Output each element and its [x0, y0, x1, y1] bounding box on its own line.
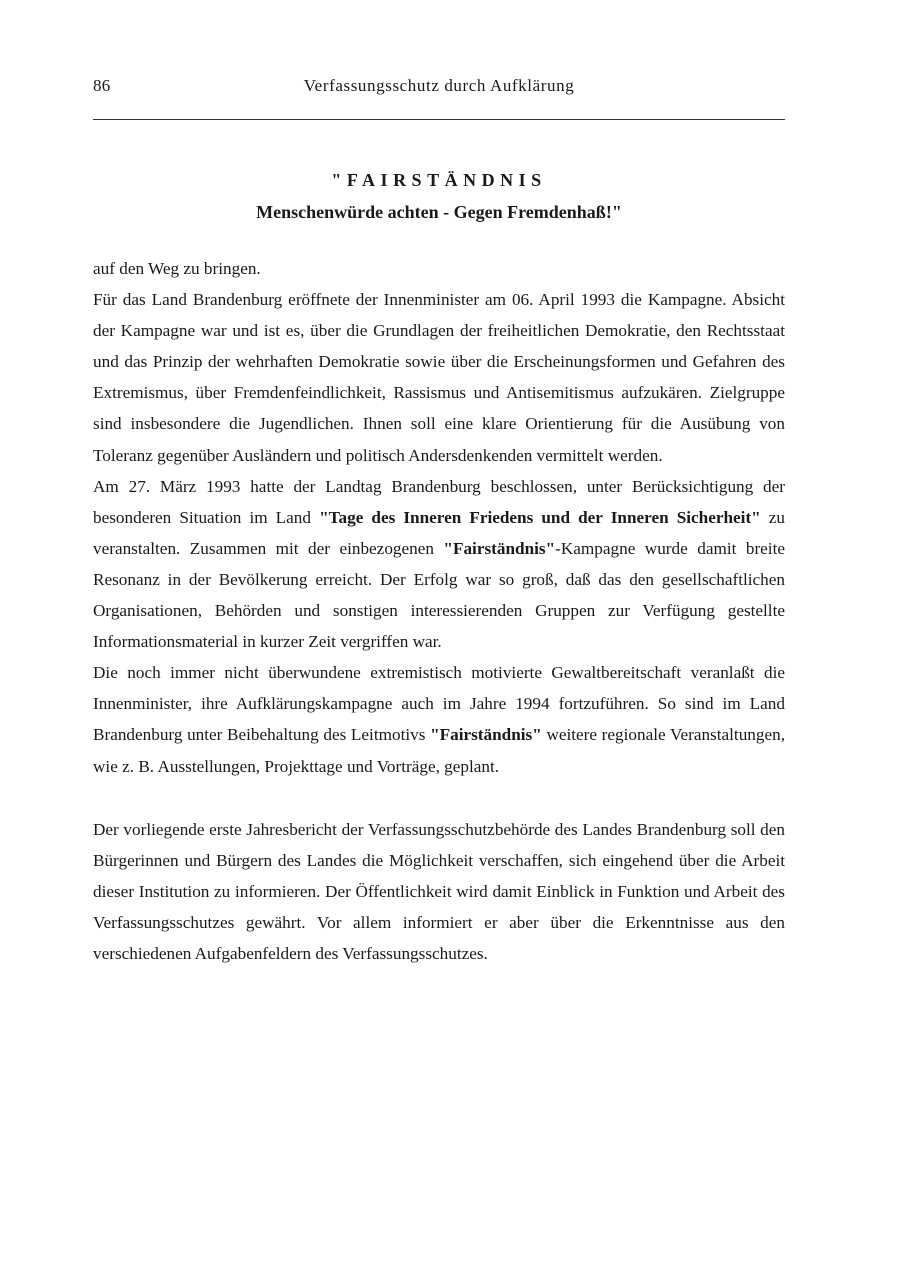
paragraph: Der vorliegende erste Jahresbericht der Verfassungsschutzbehörde des Landes Brandenburg soll den Bürgerinnen und Bürgern des Landes die Möglichkeit verschaffen, sich eingehend über die Arbeit dieser Institution zu informieren. Der Öffentlichkeit wird damit Einblick in Funktion und Arbeit des Verfassungsschutzes gewährt. Vor allem informiert er aber über die Erkenntnisse aus den verschiedenen Aufgabenfeldern des Verfassungsschutzes.	[93, 819, 785, 963]
text-run: weitere regionale Veranstaltungen, wie z. B. Ausstellungen, Projekttage und Vorträge, geplant.	[93, 725, 785, 776]
slogan-title: "FAIRSTÄNDNIS	[331, 170, 547, 190]
paragraph: auf den Weg zu bringen.	[93, 259, 261, 278]
paragraph-gap	[93, 782, 785, 814]
text-run: Die noch immer nicht überwundene extremistisch motivierte Gewaltbereitschaft veranlaßt die Innenminister, ihre Aufklärungskampagne auch im Jahre 1994 fortzuführen. So sind im Land Brandenburg unter Beibehaltung des Leitmotivs	[93, 663, 785, 745]
page-number: 86	[93, 76, 111, 95]
body-text	[93, 253, 785, 969]
paragraph	[93, 657, 785, 781]
bold-phrase: "Fairständnis"	[443, 538, 556, 558]
paragraph: Für das Land Brandenburg eröffnete der Innenminister am 06. April 1993 die Kampagne. Absicht der Kampagne war und ist es, über die Grundlagen der freiheitlichen Demokratie, den Rechtsstaat und das Prinzip der wehrhaften Demokratie sowie über die Erscheinungsformen und Gefahren des Extremismus, über Fremdenfeindlichkeit, Rassismus und Antisemitismus aufzukären. Zielgruppe sind insbesondere die Jugendlichen. Ihnen soll eine klare Orientierung für die Ausübung von Toleranz gegenüber Ausländern und politisch Andersdenkenden vermittelt werden.	[93, 290, 785, 465]
page-header	[93, 76, 785, 100]
campaign-slogan	[93, 166, 785, 226]
text-run: Am 27. März 1993 hatte der Landtag Brandenburg beschlossen, unter Berücksichtigung der besonderen Situation im Land	[93, 476, 785, 527]
text-run: zu veranstalten. Zusammen mit der einbezogenen	[93, 507, 786, 558]
slogan-subtitle: Menschenwürde achten - Gegen Fremdenhaß!"	[256, 202, 622, 222]
bold-phrase: "Tage des Inneren Friedens und der Inneren Sicherheit"	[319, 507, 761, 527]
bold-phrase: "Fairständnis"	[430, 725, 542, 745]
running-title: Verfassungsschutz durch Aufklärung	[303, 76, 575, 95]
paragraph	[93, 471, 785, 658]
text-run: -Kampagne wurde damit breite Resonanz in der Bevölkerung erreicht. Der Erfolg war so groß, daß das den gesellschaftlichen Organisationen, Behörden und sonstigen interessierenden Gruppen zur Verfügung gestellte Informationsmaterial in kurzer Zeit vergriffen war.	[93, 538, 785, 652]
header-rule	[93, 119, 785, 120]
